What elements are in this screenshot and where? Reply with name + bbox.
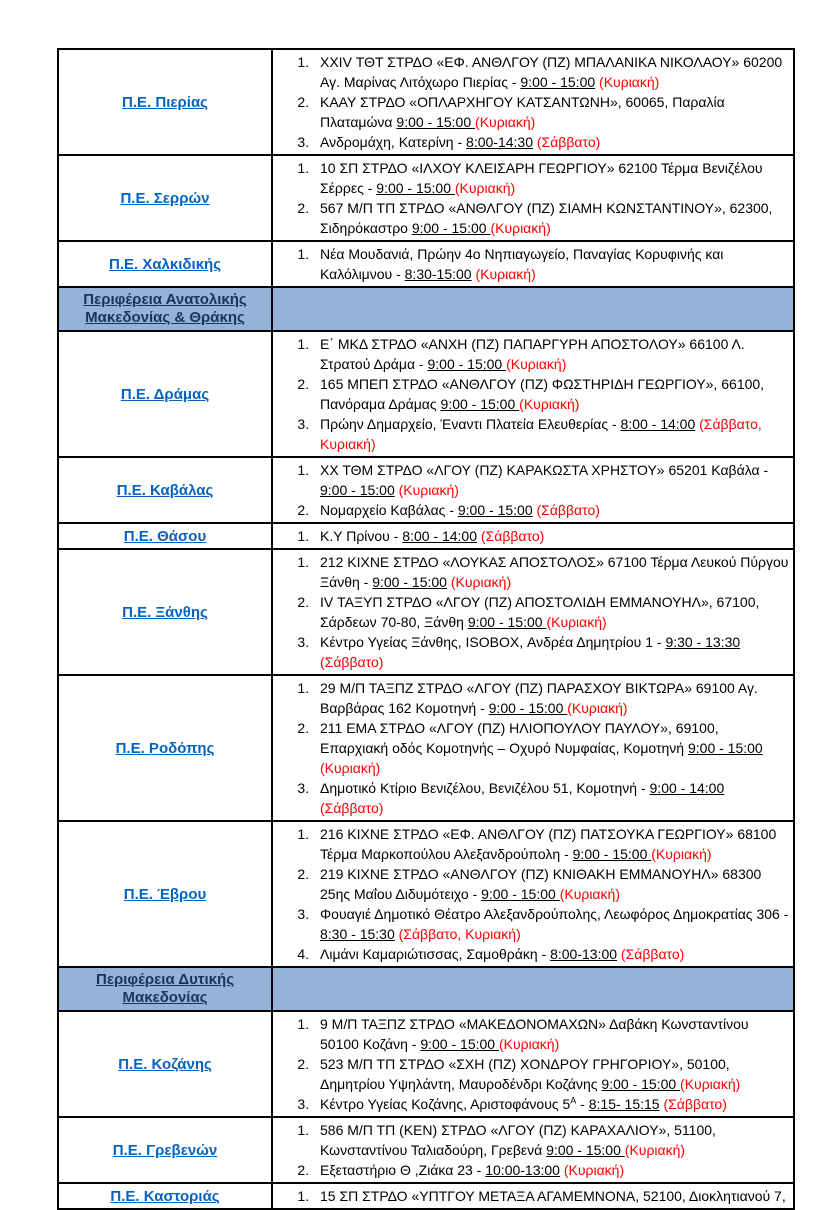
location-text: 165 ΜΠΕΠ ΣΤΡΔΟ «ΑΝΘΛΓΟΥ (ΠΖ) ΦΩΣΤΗΡΙΔΗ ΓΕΩΡΓΙΟΥ», 66100, Πανόραμα Δράμας <box>320 376 765 412</box>
locations-cell <box>272 331 794 457</box>
document-body <box>57 48 795 1210</box>
location-text: 212 ΚΙΧΝΕ ΣΤΡΔΟ «ΛΟΥΚΑΣ ΑΠΟΣΤΟΛΟΣ» 67100 Τέρμα Λευκού Πύργου Ξάνθη - <box>320 554 789 590</box>
section-empty-cell <box>272 287 794 331</box>
day-annotation: (Σάββατο) <box>536 134 601 150</box>
location-text: 567 Μ/Π ΤΠ ΣΤΡΔΟ «ΑΝΘΛΓΟΥ (ΠΖ) ΣΙΑΜΗ ΚΩΝΣΤΑΝΤΙΝΟΥ», 62300, Σιδηρόκαστρο <box>320 200 773 236</box>
location-list <box>277 552 789 672</box>
location-item <box>313 132 789 152</box>
location-list <box>277 1120 789 1180</box>
location-item <box>313 334 789 374</box>
day-annotation: (Σάββατο) <box>320 800 384 816</box>
schedule-table-body <box>58 49 794 1209</box>
region-link[interactable]: Π.Ε. Χαλκιδικής <box>108 255 222 273</box>
locations-cell <box>272 523 794 549</box>
location-text: 10 ΣΠ ΣΤΡΔΟ «ΙΛΧΟΥ ΚΛΕΙΣΑΡΗ ΓΕΩΡΓΙΟΥ» 62100 Τέρμα Βενιζέλου Σέρρες - <box>320 160 763 196</box>
time-range: 9:00 - 14:00 <box>649 780 725 796</box>
location-text: 216 ΚΙΧΝΕ ΣΤΡΔΟ «ΕΦ. ΑΝΘΛΓΟΥ (ΠΖ) ΠΑΤΣΟΥΚΑ ΓΕΩΡΓΙΟΥ» 68100 Τέρμα Μαρκοπούλου Αλεξανδρούπολη - <box>320 826 777 862</box>
location-item <box>313 1120 789 1160</box>
time-range: 8:00 - 14:00 <box>620 416 696 432</box>
day-annotation: (Κυριακή) <box>490 220 551 236</box>
region-link[interactable]: Π.Ε. Γρεβενών <box>112 1141 218 1159</box>
location-item <box>313 778 789 818</box>
time-range: 9:00 - 15:00 <box>372 574 447 590</box>
location-item <box>313 632 789 672</box>
location-text: IV ΤΑΞΥΠ ΣΤΡΔΟ «ΛΓΟΥ (ΠΖ) ΑΠΟΣΤΟΛΙΔΗ ΕΜΜΑΝΟΥΗΛ», 67100, Σάρδεων 70-80, Ξάνθη <box>320 594 760 630</box>
region-row <box>58 675 794 821</box>
location-text: Νομαρχείο Καβάλας - <box>320 502 458 518</box>
time-range: 9:00 - 15:00 <box>687 740 763 756</box>
location-item <box>313 1186 789 1206</box>
locations-cell <box>272 155 794 241</box>
day-annotation: (Κυριακή) <box>651 846 712 862</box>
location-text: Εξεταστήριο Θ ,Ζιάκα 23 - <box>320 1162 486 1178</box>
location-item <box>313 1094 789 1114</box>
locations-cell <box>272 675 794 821</box>
time-range: 8:00 - 14:00 <box>402 528 478 544</box>
location-item <box>313 678 789 718</box>
region-row <box>58 241 794 287</box>
location-text: ΧΧ ΤΘΜ ΣΤΡΔΟ «ΛΓΟΥ (ΠΖ) ΚΑΡΑΚΩΣΤΑ ΧΡΗΣΤΟΥ» 65201 Καβάλα - <box>320 462 769 478</box>
location-item <box>313 374 789 414</box>
label-cell <box>58 241 272 287</box>
day-annotation: (Σάββατο) <box>620 946 685 962</box>
region-link[interactable]: Π.Ε. Δράμας <box>120 385 210 403</box>
time-range: 9:00 - 15:00 <box>520 74 596 90</box>
time-range: 9:30 - 13:30 <box>665 634 741 650</box>
location-text: Ε΄ ΜΚΔ ΣΤΡΔΟ «ΑΝΧΗ (ΠΖ) ΠΑΠΑΡΓΥΡΗ ΑΠΟΣΤΟΛΟΥ» 66100 Λ. Στρατού Δράμα - <box>320 336 745 372</box>
locations-cell <box>272 1183 794 1209</box>
label-cell <box>58 155 272 241</box>
day-annotation: (Κυριακή) <box>398 482 459 498</box>
region-link[interactable]: Π.Ε. Καβάλας <box>116 481 214 499</box>
location-list <box>277 678 789 818</box>
location-text: 9 Μ/Π ΤΑΞΠΖ ΣΤΡΔΟ «ΜΑΚΕΔΟΝΟΜΑΧΩΝ» Δαβάκη Κωνσταντίνου 50100 Κοζάνη - <box>320 1016 749 1052</box>
day-annotation: (Κυριακή) <box>567 700 628 716</box>
location-text: Δημοτικό Κτίριο Βενιζέλου, Βενιζέλου 51, Κομοτηνή - <box>320 780 650 796</box>
locations-cell <box>272 457 794 523</box>
time-range: 9:00 - 15:00 <box>546 1142 625 1158</box>
region-row <box>58 821 794 967</box>
region-link[interactable]: Π.Ε. Σερρών <box>120 189 210 207</box>
location-list <box>277 460 789 520</box>
locations-cell <box>272 241 794 287</box>
region-row <box>58 457 794 523</box>
label-cell <box>58 675 272 821</box>
location-item <box>313 904 789 944</box>
time-range: 9:00 - 15:00 <box>411 220 491 236</box>
location-item <box>313 500 789 520</box>
location-list <box>277 526 789 546</box>
location-text: Κ.Υ Πρίνου - <box>320 528 403 544</box>
location-text: 219 ΚΙΧΝΕ ΣΤΡΔΟ «ΑΝΘΛΓΟΥ (ΠΖ) ΚΝΙΘΑΚΗ ΕΜΜΑΝΟΥΗΛ» 68300 25ης Μαΐου Διδυμότειχο - <box>320 866 762 902</box>
day-annotation: (Σάββατο) <box>320 654 384 670</box>
location-item <box>313 944 789 964</box>
region-link[interactable]: Π.Ε. Θάσου <box>123 527 207 545</box>
region-row <box>58 1011 794 1117</box>
region-link[interactable]: Π.Ε. Κοζάνης <box>118 1055 212 1073</box>
region-row <box>58 1117 794 1183</box>
location-item <box>313 864 789 904</box>
section-title: Περιφέρεια Δυτικής Μακεδονίας <box>96 971 234 1006</box>
day-annotation: (Σάββατο, Κυριακή) <box>320 416 762 452</box>
region-link[interactable]: Π.Ε. Καστοριάς <box>110 1187 220 1205</box>
location-item <box>313 414 789 454</box>
label-cell <box>58 457 272 523</box>
time-range: 9:00 - 15:00 <box>488 700 568 716</box>
region-link[interactable]: Π.Ε. Έβρου <box>123 885 207 903</box>
time-range: 8:30 - 15:30 <box>320 926 395 942</box>
region-row <box>58 549 794 675</box>
day-annotation: (Κυριακή) <box>506 356 567 372</box>
location-list <box>277 52 789 152</box>
location-text: Α <box>570 1095 577 1106</box>
location-item <box>313 198 789 238</box>
location-item <box>313 52 789 92</box>
locations-cell <box>272 821 794 967</box>
region-link[interactable]: Π.Ε. Ροδόπης <box>115 739 215 757</box>
label-cell <box>58 821 272 967</box>
location-text: Νέα Μουδανιά, Πρώην 4ο Νηπιαγωγείο, Παναγίας Κορυφινής και Καλόλιμνου - <box>320 246 724 282</box>
locations-cell <box>272 1117 794 1183</box>
location-text: Κέντρο Υγείας Κοζάνης, Αριστοφάνους 5 <box>320 1096 571 1112</box>
location-text: ΚΑΑΥ ΣΤΡΔΟ «ΟΠΛΑΡΧΗΓΟΥ ΚΑΤΣΑΝΤΩΝΗ», 60065, Παραλία Πλαταμώνα <box>320 94 725 130</box>
region-row <box>58 1183 794 1209</box>
label-cell <box>58 331 272 457</box>
location-text: Πρώην Δημαρχείο, Έναντι Πλατεία Ελευθερίας - <box>320 416 621 432</box>
label-cell <box>58 549 272 675</box>
location-text: 29 Μ/Π ΤΑΞΠΖ ΣΤΡΔΟ «ΛΓΟΥ (ΠΖ) ΠΑΡΑΣΧΟΥ ΒΙΚΤΩΡΑ» 69100 Αγ. Βαρβάρας 162 Κομοτηνή - <box>320 680 758 716</box>
region-row <box>58 523 794 549</box>
time-range: 9:00 - 15:00 <box>457 502 533 518</box>
time-range: 9:00 - 15:00 <box>440 396 520 412</box>
location-text: - <box>576 1096 589 1112</box>
label-cell <box>58 967 272 1011</box>
time-range: 9:00 - 15:00 <box>481 886 560 902</box>
day-annotation: (Κυριακή) <box>559 886 620 902</box>
day-annotation: (Κυριακή) <box>680 1076 741 1092</box>
time-range: 9:00 - 15:00 <box>376 180 455 196</box>
location-list <box>277 1014 789 1114</box>
label-cell <box>58 523 272 549</box>
location-item <box>313 526 789 546</box>
location-text: 523 Μ/Π ΤΠ ΣΤΡΔΟ «ΣΧΗ (ΠΖ) ΧΟΝΔΡΟΥ ΓΡΗΓΟΡΙΟΥ», 50100, Δημητρίου Υψηλάντη, Μαυροδένδρι Κοζάνης <box>320 1056 730 1092</box>
section-header-row <box>58 287 794 331</box>
locations-cell <box>272 549 794 675</box>
label-cell <box>58 287 272 331</box>
location-text: 586 Μ/Π ΤΠ (ΚΕΝ) ΣΤΡΔΟ «ΛΓΟΥ (ΠΖ) ΚΑΡΑΧΑΛΙΟΥ», 51100, Κωνσταντίνου Ταλιαδούρη, Γρεβενά <box>320 1122 716 1158</box>
time-range: 10:00-13:00 <box>485 1162 560 1178</box>
location-list <box>277 334 789 454</box>
region-link[interactable]: Π.Ε. Πιερίας <box>122 93 208 111</box>
label-cell <box>58 1117 272 1183</box>
region-row <box>58 49 794 155</box>
location-list <box>277 1186 789 1206</box>
location-item <box>313 158 789 198</box>
day-annotation: (Κυριακή) <box>498 1036 560 1052</box>
time-range: 8:00-14:30 <box>466 134 533 150</box>
location-item <box>313 824 789 864</box>
region-row <box>58 155 794 241</box>
time-range: 9:00 - 15:00 <box>420 1036 499 1052</box>
day-annotation: (Κυριακή) <box>563 1162 625 1178</box>
location-item <box>313 592 789 632</box>
time-range: 9:00 - 15:00 <box>467 614 547 630</box>
location-item <box>313 1160 789 1180</box>
day-annotation: (Κυριακή) <box>599 74 660 90</box>
time-range: 9:00 - 15:00 <box>320 482 395 498</box>
time-range: 9:00 - 15:00 <box>396 114 476 130</box>
section-empty-cell <box>272 967 794 1011</box>
location-item <box>313 244 789 284</box>
region-row <box>58 331 794 457</box>
location-item <box>313 460 789 500</box>
label-cell <box>58 1183 272 1209</box>
time-range: 8:15- 15:15 <box>588 1096 660 1112</box>
label-cell <box>58 49 272 155</box>
day-annotation: (Σάββατο) <box>536 502 600 518</box>
location-item <box>313 1054 789 1094</box>
location-item <box>313 552 789 592</box>
day-annotation: (Κυριακή) <box>519 396 580 412</box>
location-text: XXIV ΤΘΤ ΣΤΡΔΟ «ΕΦ. ΑΝΘΛΓΟΥ (ΠΖ) ΜΠΑΛΑΝΙΚΑ ΝΙΚΟΛΑΟΥ» 60200 Αγ. Μαρίνας Λιτόχωρο Πιερίας - <box>320 54 783 90</box>
schedule-table <box>57 48 795 1210</box>
location-list <box>277 158 789 238</box>
location-item <box>313 718 789 778</box>
time-range: 9:00 - 15:00 <box>601 1076 681 1092</box>
location-text: Λιμάνι Καμαριώτισσας, Σαμοθράκη - <box>320 946 551 962</box>
day-annotation: (Κυριακή) <box>546 614 607 630</box>
location-item <box>313 1014 789 1054</box>
time-range: 8:30-15:00 <box>404 266 472 282</box>
section-header-row <box>58 967 794 1011</box>
region-link[interactable]: Π.Ε. Ξάνθης <box>122 603 208 621</box>
locations-cell <box>272 1011 794 1117</box>
location-text: Κέντρο Υγείας Ξάνθης, ISOBOX, Ανδρέα Δημητρίου 1 - <box>320 634 666 650</box>
location-text: Ανδρομάχη, Κατερίνη - <box>320 134 467 150</box>
time-range: 9:00 - 15:00 <box>427 356 507 372</box>
day-annotation: (Σάββατο, Κυριακή) <box>398 926 521 942</box>
day-annotation: (Κυριακή) <box>454 180 516 196</box>
label-cell <box>58 1011 272 1117</box>
day-annotation: (Κυριακή) <box>320 760 381 776</box>
location-list <box>277 824 789 964</box>
location-item <box>313 92 789 132</box>
location-text: Φουαγιέ Δημοτικό Θέατρο Αλεξανδρούπολης, Λεωφόρος Δημοκρατίας 306 - <box>320 906 789 922</box>
day-annotation: (Κυριακή) <box>475 266 536 282</box>
location-text: 211 ΕΜΑ ΣΤΡΔΟ «ΛΓΟΥ (ΠΖ) ΗΛΙΟΠΟΥΛΟΥ ΠΑΥΛΟΥ», 69100, Επαρχιακή οδός Κομοτηνής – Οχυρό Νυμφαίας, Κομοτηνή <box>320 720 719 756</box>
day-annotation: (Κυριακή) <box>624 1142 686 1158</box>
section-title: Περιφέρεια Ανατολικής Μακεδονίας & Θράκης <box>83 291 247 326</box>
time-range: 9:00 - 15:00 <box>572 846 652 862</box>
locations-cell <box>272 49 794 155</box>
day-annotation: (Κυριακή) <box>450 574 512 590</box>
day-annotation: (Κυριακή) <box>475 114 536 130</box>
day-annotation: (Σάββατο) <box>663 1096 727 1112</box>
day-annotation: (Σάββατο) <box>480 528 545 544</box>
location-list <box>277 244 789 284</box>
location-text: 15 ΣΠ ΣΤΡΔΟ «ΥΠΤΓΟΥ ΜΕΤΑΞΑ ΑΓΑΜΕΜΝΟΝΑ, 52100, Διοκλητιανού 7, <box>320 1188 786 1204</box>
time-range: 8:00-13:00 <box>550 946 618 962</box>
